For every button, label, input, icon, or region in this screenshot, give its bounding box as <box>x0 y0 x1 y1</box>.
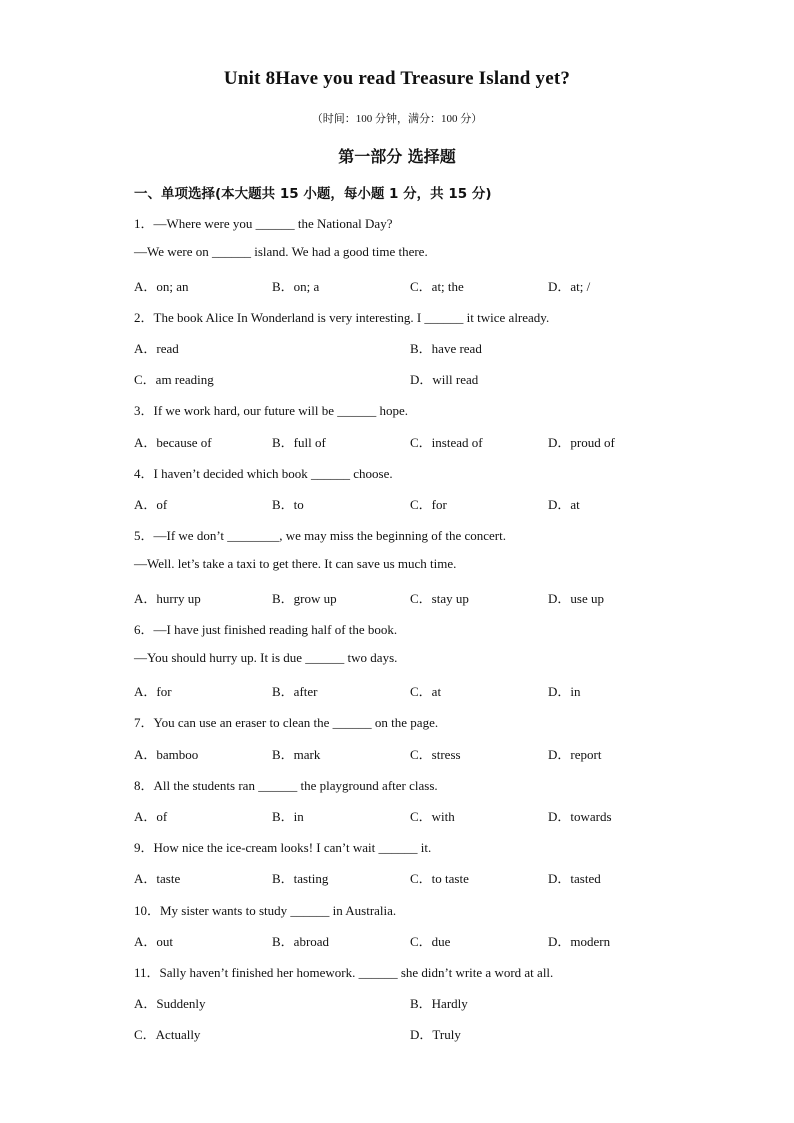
question-11-stem: 11．Sally haven’t finished her homework. ______ she didn’t write a word at all. <box>134 965 554 980</box>
question-4-option-b[interactable]: B．to <box>272 497 304 512</box>
question-1-option-a[interactable]: A．on; an <box>134 279 189 294</box>
question-8-option-c[interactable]: C．with <box>410 809 455 824</box>
question-4-option-d[interactable]: D．at <box>548 497 580 512</box>
question-3-option-d[interactable]: D．proud of <box>548 435 615 450</box>
question-3-option-a[interactable]: A．because of <box>134 435 212 450</box>
question-9-option-a[interactable]: A．taste <box>134 871 181 886</box>
question-7-option-a[interactable]: A．bamboo <box>134 747 199 762</box>
exam-info: （时间：100 分钟，满分：100 分） <box>311 113 483 125</box>
question-1-reply: —We were on ______ island. We had a good time there. <box>134 244 428 259</box>
question-2-option-d[interactable]: D．will read <box>410 372 479 387</box>
question-5-option-a[interactable]: A．hurry up <box>134 591 201 606</box>
question-3-stem: 3．If we work hard, our future will be ______ hope. <box>134 403 409 418</box>
question-4-option-c[interactable]: C．for <box>410 497 447 512</box>
question-1-option-c[interactable]: C．at; the <box>410 279 464 294</box>
question-2-option-b[interactable]: B．have read <box>410 341 482 356</box>
question-2-option-c[interactable]: C．am reading <box>134 372 214 387</box>
question-1-option-b[interactable]: B．on; a <box>272 279 320 294</box>
question-4-stem: 4．I haven’t decided which book ______ choose. <box>134 466 393 481</box>
question-11-option-a[interactable]: A．Suddenly <box>134 996 206 1011</box>
question-2-stem: 2．The book Alice In Wonderland is very interesting. I ______ it twice already. <box>134 310 550 325</box>
question-11-option-b[interactable]: B．Hardly <box>410 996 468 1011</box>
question-3-option-b[interactable]: B．full of <box>272 435 326 450</box>
question-10-option-d[interactable]: D．modern <box>548 934 611 949</box>
question-9-option-d[interactable]: D．tasted <box>548 871 601 886</box>
question-6-option-a[interactable]: A．for <box>134 684 172 699</box>
page-title: Unit 8Have you read Treasure Island yet? <box>223 68 571 89</box>
question-9-option-b[interactable]: B．tasting <box>272 871 329 886</box>
question-11-option-c[interactable]: C．Actually <box>134 1027 201 1042</box>
question-9-option-c[interactable]: C．to taste <box>410 871 469 886</box>
question-5-option-c[interactable]: C．stay up <box>410 591 469 606</box>
question-7-option-d[interactable]: D．report <box>548 747 602 762</box>
question-3-option-c[interactable]: C．instead of <box>410 435 483 450</box>
question-5-option-b[interactable]: B．grow up <box>272 591 337 606</box>
question-10-option-a[interactable]: A．out <box>134 934 174 949</box>
part-heading: 第一部分 选择题 <box>338 147 456 166</box>
question-9-stem: 9．How nice the ice-cream looks! I can’t wait ______ it. <box>134 840 432 855</box>
question-11-option-d[interactable]: D．Truly <box>410 1027 461 1042</box>
question-7-option-c[interactable]: C．stress <box>410 747 461 762</box>
question-6-option-c[interactable]: C．at <box>410 684 442 699</box>
question-8-stem: 8．All the students ran ______ the playground after class. <box>134 778 438 793</box>
question-8-option-d[interactable]: D．towards <box>548 809 612 824</box>
question-8-option-a[interactable]: A．of <box>134 809 168 824</box>
question-5-option-d[interactable]: D．use up <box>548 591 604 606</box>
question-7-option-b[interactable]: B．mark <box>272 747 321 762</box>
question-6-option-d[interactable]: D．in <box>548 684 581 699</box>
question-1-option-d[interactable]: D．at; / <box>548 279 591 294</box>
question-6-option-b[interactable]: B．after <box>272 684 318 699</box>
question-2-option-a[interactable]: A．read <box>134 341 179 356</box>
question-10-option-b[interactable]: B．abroad <box>272 934 330 949</box>
question-10-option-c[interactable]: C．due <box>410 934 451 949</box>
section-heading: 一、单项选择(本大题共 15 小题，每小题 1 分，共 15 分) <box>134 186 492 202</box>
question-1-stem: 1．—Where were you ______ the National Day? <box>134 216 393 231</box>
question-4-option-a[interactable]: A．of <box>134 497 168 512</box>
question-7-stem: 7．You can use an eraser to clean the ______ on the page. <box>134 715 439 730</box>
question-5-reply: —Well. let’s take a taxi to get there. It can save us much time. <box>134 556 457 571</box>
question-6-reply: —You should hurry up. It is due ______ two days. <box>134 650 398 665</box>
question-5-stem: 5．—If we don’t ________, we may miss the beginning of the concert. <box>134 528 506 543</box>
question-6-stem: 6．—I have just finished reading half of the book. <box>134 622 398 637</box>
question-8-option-b[interactable]: B．in <box>272 809 304 824</box>
question-10-stem: 10．My sister wants to study ______ in Australia. <box>134 903 397 918</box>
